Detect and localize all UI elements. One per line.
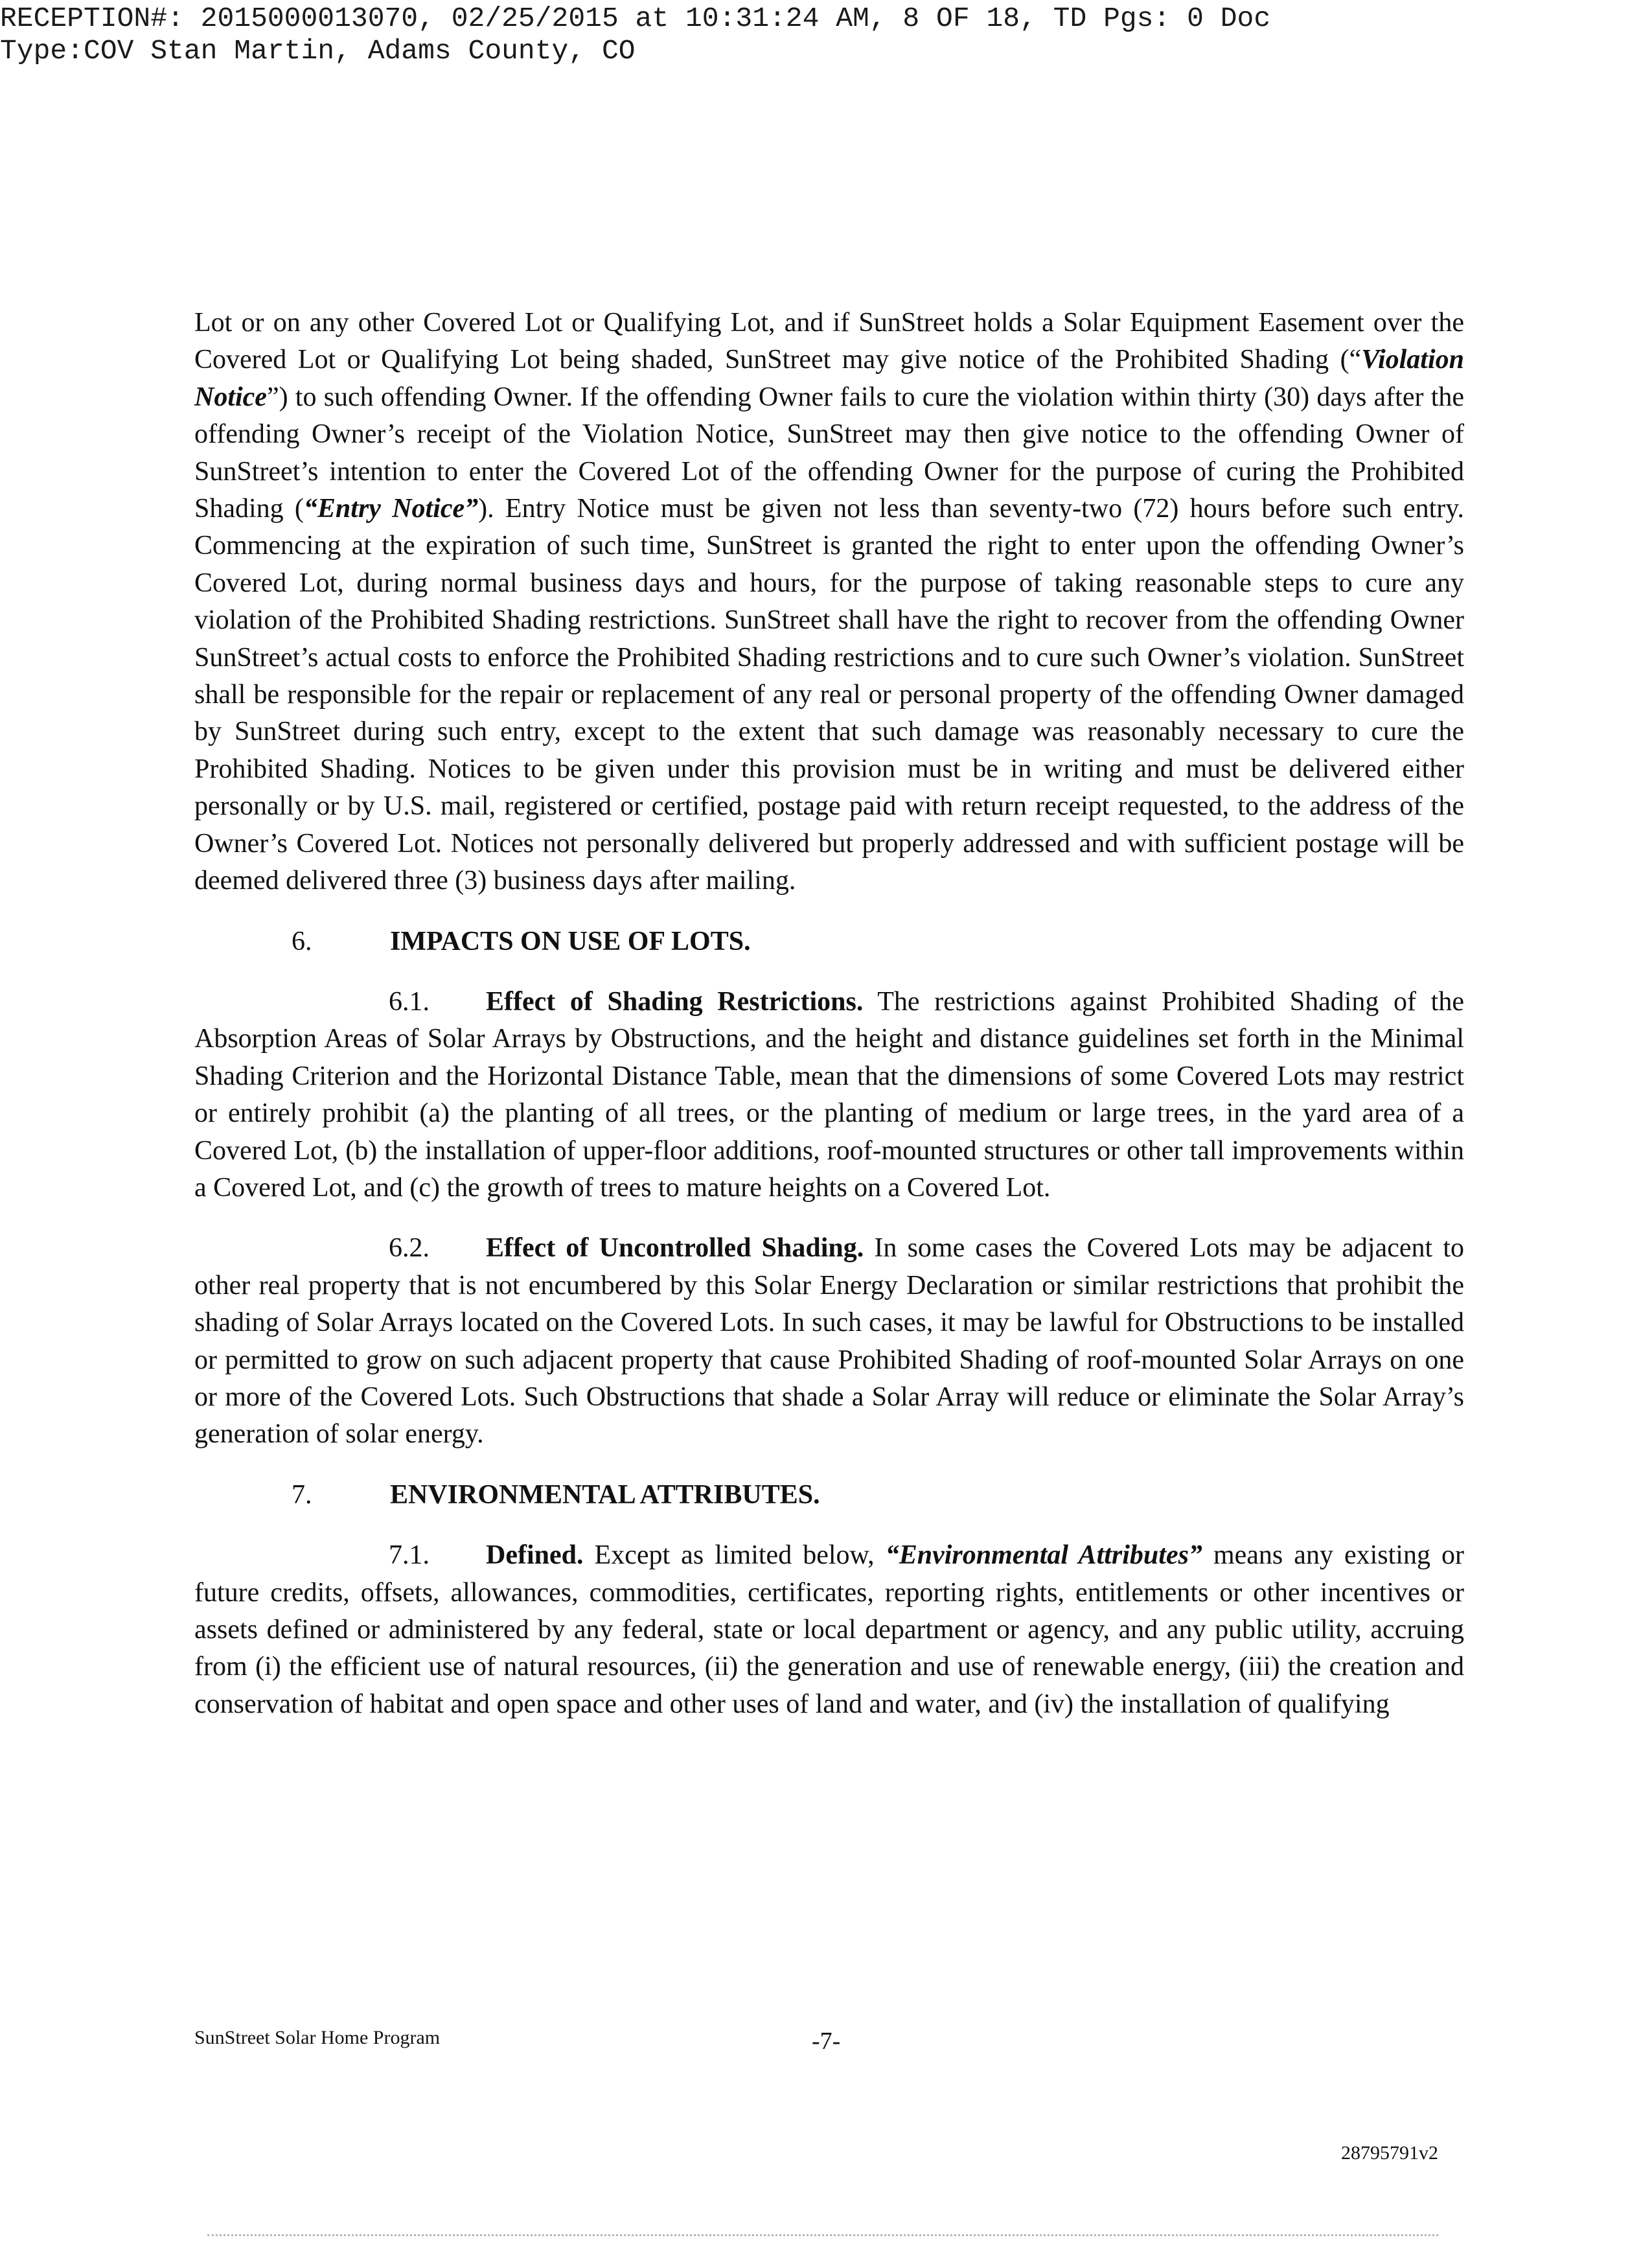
paragraph-prohibited-shading-notice: Lot or on any other Covered Lot or Qualifying Lot, and if SunStreet holds a Solar Equipment Easement over the Covered Lot or Qualifying Lot being shaded, SunStreet may give notice of the Prohibited Shading (“Violation Notice”) to such offending Owner. If the offending Owner fails to cure the violation within thirty (30) days after the offending Owner’s receipt of the Violation Notice, SunStreet may then give notice to the offending Owner of SunStreet’s intention to enter the Covered Lot of the offending Owner for the purpose of curing the Prohibited Shading (“Entry Notice”). Entry Notice must be given not less than seventy-two (72) hours before such entry. Commencing at the expiration of such time, SunStreet is granted the right to enter upon the offending Owner’s Covered Lot, during normal business days and hours, for the purpose of taking reasonable steps to cure any violation of the Prohibited Shading restrictions. SunStreet shall have the right to recover from the offending Owner SunStreet’s actual costs to enforce the Prohibited Shading restrictions and to cure such Owner’s violation. SunStreet shall be responsible for the repair or replacement of any real or personal property of the offending Owner damaged by SunStreet during such entry, except to the extent that such damage was reasonably necessary to cure the Prohibited Shading. Notices to be given under this provision must be in writing and must be delivered either personally or by U.S. mail, registered or certified, postage paid with return receipt requested, to the address of the Owner’s Covered Lot. Notices not personally delivered but properly addressed and with sufficient postage will be deemed delivered three (3) business days after mailing.	[194, 308, 1465, 896]
subsection-6-1	[194, 984, 1464, 1207]
subsection-6-2-text: In some cases the Covered Lots may be adjacent to other real property that is not encumbered by this Solar Energy Declaration or similar restrictions that prohibit the shading of Solar Arrays located on the Covered Lots. In such cases, it may be lawful for Obstructions to be installed or permitted to grow on such adjacent property that cause Prohibited Shading of roof-mounted Solar Arrays on one or more of the Covered Lots. Such Obstructions that shade a Solar Array will reduce or eliminate the Solar Array’s generation of solar energy.	[194, 1233, 1464, 1450]
section-7-heading	[194, 1477, 1464, 1514]
document-id: 28795791v2	[1341, 2142, 1438, 2164]
defined-term-violation-notice: Violation Notice	[194, 345, 1464, 412]
section-7-number: 7.	[292, 1479, 312, 1510]
page-number: -7-	[812, 2028, 841, 2055]
scan-edge-artifact	[207, 2234, 1438, 2239]
document-body	[194, 305, 1464, 1746]
defined-term-environmental-attributes: “Environmental Attributes”	[885, 1540, 1202, 1571]
section-6-heading	[194, 923, 1464, 960]
section-7-title: ENVIRONMENTAL ATTRIBUTES.	[390, 1479, 820, 1510]
section-6-number: 6.	[292, 926, 312, 956]
subsection-6-2	[194, 1230, 1464, 1453]
subsection-7-1: 7.1. Defined. Except as limited below, “Environmental Attributes” means any existing or future credits, offsets, allowances, commodities, certificates, reporting rights, entitlements or other incentives or assets defined or administered by any federal, state or local department or agency, and any public utility, accruing from (i) the efficient use of natural resources, (ii) the generation and use of renewable energy, (iii) the creation and conservation of habitat and open space and other uses of land and water, and (iv) the installation of qualifying	[194, 1537, 1464, 1723]
subsection-6-1-heading: Effect of Shading Restrictions.	[486, 986, 864, 1017]
subsection-6-1-text: The restrictions against Prohibited Shading of the Absorption Areas of Solar Arrays by Obstructions, and the height and distance guidelines set forth in the Minimal Shading Criterion and the Horizontal Distance Table, mean that the dimensions of some Covered Lots may restrict or entirely prohibit (a) the planting of all trees, or the planting of medium or large trees, in the yard area of a Covered Lot, (b) the installation of upper-floor additions, roof-mounted structures or other tall improvements within a Covered Lot, and (c) the growth of trees to mature heights on a Covered Lot.	[194, 986, 1464, 1203]
section-6-title: IMPACTS ON USE OF LOTS.	[390, 926, 751, 956]
footer-program-name: SunStreet Solar Home Program	[194, 2027, 441, 2048]
subsection-7-1-number: 7.1.	[389, 1540, 430, 1571]
defined-term-entry-notice: “Entry Notice”	[303, 494, 479, 524]
subsection-6-1-number: 6.1.	[389, 986, 430, 1017]
subsection-6-2-heading: Effect of Uncontrolled Shading.	[486, 1233, 864, 1264]
subsection-6-2-number: 6.2.	[389, 1233, 430, 1264]
recording-stamp-line-2: Type:COV Stan Martin, Adams County, CO	[0, 35, 636, 67]
recording-stamp-line-1: RECEPTION#: 2015000013070, 02/25/2015 at 10:31:24 AM, 8 OF 18, TD Pgs: 0 Doc	[0, 3, 1271, 34]
recording-stamp	[0, 3, 1270, 67]
subsection-7-1-heading: Defined.	[486, 1540, 584, 1571]
